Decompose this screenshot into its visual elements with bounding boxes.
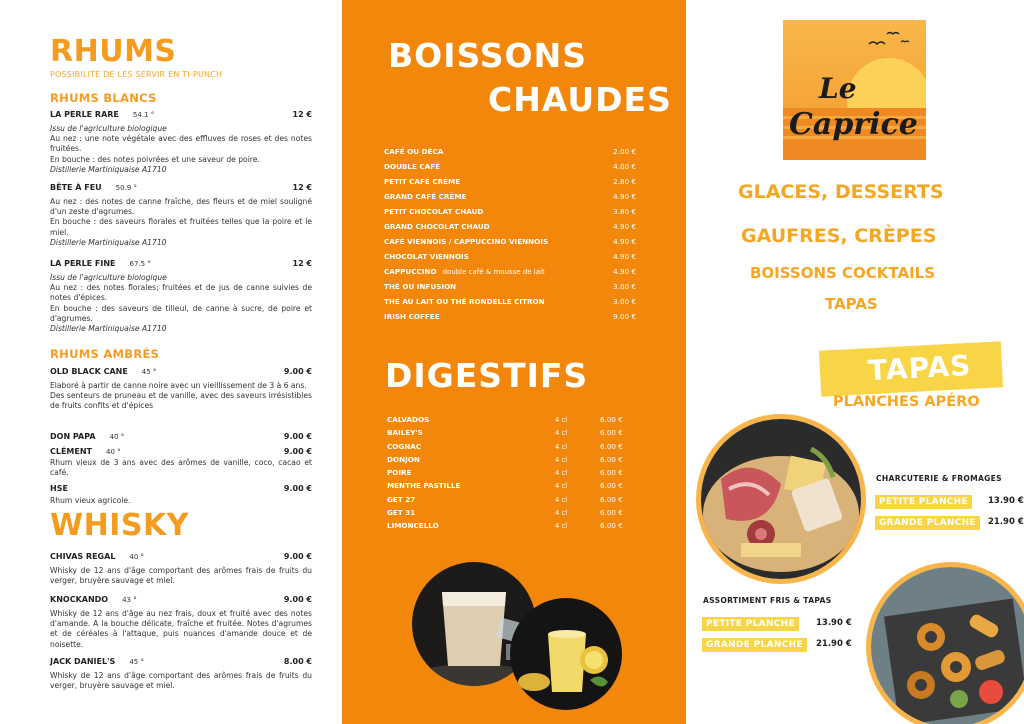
item-degree: 45 ° — [129, 658, 144, 666]
item-price: 9.00 € — [283, 484, 312, 493]
item-degree: 54.1 ° — [132, 111, 155, 119]
hot-drink-name: CAFÉ OU DÉCA — [384, 147, 444, 156]
item-desc: En bouche : des notes poivrées et une saveur de poire. — [50, 154, 260, 164]
digestif-row — [387, 455, 627, 468]
item-name: DON PAPA — [50, 432, 96, 441]
rhum-item — [50, 432, 312, 441]
item-desc: Elaboré à partir de canne noire avec un vieillissement de 3 à 6 ans. — [50, 381, 307, 390]
hot-drink-price: 2.80 € — [613, 177, 636, 186]
rhum-item — [50, 259, 312, 334]
digestif-name: MENTHE PASTILLE — [387, 481, 461, 491]
item-desc: Issu de l'agriculture biologique — [50, 273, 167, 282]
rhum-item — [50, 367, 312, 412]
digestif-qty: 4 cl — [555, 455, 568, 464]
hot-drink-price: 4.90 € — [613, 237, 636, 246]
hot-drink-row — [384, 162, 636, 177]
logo-text-le: Le — [819, 72, 857, 105]
item-desc: Distillerie Martiniquaise A1710 — [50, 237, 167, 247]
digestif-qty: 4 cl — [555, 509, 568, 518]
item-name: JACK DANIEL'S — [50, 657, 116, 666]
item-desc: Rhum vieux de 3 ans avec des arômes de vanille, coco, cacao et café. — [50, 458, 312, 478]
item-price: 9.00 € — [283, 552, 312, 561]
item-degree: 45 ° — [141, 368, 157, 376]
hot-drink-price: 3.80 € — [613, 207, 636, 216]
item-name: KNOCKANDO — [50, 595, 109, 604]
digestif-qty: 4 cl — [555, 442, 568, 451]
digestif-price: 6.00 € — [600, 508, 623, 518]
hot-drink-price: 4.00 € — [613, 162, 636, 171]
digestif-name: DONJON — [387, 454, 420, 464]
tapas-line: TAPAS — [825, 295, 878, 313]
digestifs-title: DIGESTIFS — [385, 356, 589, 395]
hot-drink-row — [384, 237, 636, 252]
item-price: 9.00 € — [283, 367, 312, 376]
charcuterie-title: CHARCUTERIE & FROMAGES — [876, 474, 1002, 483]
hot-drink-price: 4.90 € — [613, 222, 636, 231]
planches-apero: PLANCHES APÉRO — [833, 394, 980, 410]
item-name: OLD BLACK CANE — [50, 367, 128, 376]
fris-grande-tag: GRANDE PLANCHE — [702, 638, 807, 652]
item-desc: Des senteurs de pruneau et de vanille, avec des saveurs irrésistibles de fruits confits et d'épices — [50, 391, 312, 411]
digestif-row — [387, 428, 627, 441]
rhum-item — [50, 484, 312, 506]
hot-drink-note: double café & mousse de lait — [442, 268, 545, 276]
hot-drink-price: 2.00 € — [613, 147, 636, 156]
hot-drink-price: 4.90 € — [613, 192, 636, 201]
hot-drink-name: DOUBLE CAFÉ — [384, 162, 441, 171]
charcuterie-petite-tag: PETITE PLANCHE — [875, 495, 972, 509]
digestif-name: GET 31 — [387, 508, 416, 518]
item-name: LA PERLE RARE — [50, 110, 119, 119]
hot-drink-price: 9.00 € — [613, 312, 636, 321]
item-degree: 40 ° — [129, 553, 145, 561]
item-desc: Whisky de 12 ans d'âge comportant des arômes frais de fruits du verger, bruyère sauvage et miel. — [50, 566, 312, 586]
tapas-column — [686, 0, 1024, 724]
hot-drink-name: CAPPUCCINO — [384, 267, 437, 276]
rhums-ambres-title: RHUMS AMBRÉS — [50, 347, 160, 361]
item-degree: 40 ° — [106, 448, 121, 456]
rhums-note: POSSIBILITÉ DE LES SERVIR EN TI-PUNCH — [50, 70, 223, 79]
hot-drink-price: 4.90 € — [613, 267, 636, 276]
item-desc: Distillerie Martiniquaise A1710 — [50, 164, 167, 174]
hot-drink-row — [384, 312, 636, 327]
item-desc: Au nez : une note végétale avec des effluves de roses et des notes fruitées. — [50, 134, 312, 154]
item-price: 9.00 € — [283, 595, 312, 604]
digestif-row — [387, 495, 627, 508]
rhum-item — [50, 447, 312, 478]
item-price: 12 € — [292, 259, 312, 268]
hot-drink-row — [384, 222, 636, 237]
item-desc: Au nez : des notes florales; fruitées et de jus de canne suivies de notes d'épices. — [50, 283, 312, 303]
hot-drink-name: PETIT CAFÉ CRÈME — [384, 177, 461, 186]
digestif-price: 6.00 € — [600, 415, 623, 424]
item-name: CHIVAS REGAL — [50, 552, 116, 561]
digestif-qty: 4 cl — [555, 482, 568, 491]
digestif-row — [387, 468, 627, 481]
digestif-row — [387, 415, 627, 428]
digestif-name: CALVADOS — [387, 415, 430, 424]
digestif-price: 6.00 € — [600, 481, 623, 491]
item-name: LA PERLE FINE — [50, 259, 116, 268]
hot-drink-name: GRAND CAFÉ CRÈME — [384, 192, 467, 201]
hot-drink-row — [384, 207, 636, 222]
boissons-title: BOISSONS — [388, 36, 587, 75]
item-degree: 43 ° — [122, 596, 137, 604]
hot-drink-name: GRAND CHOCOLAT CHAUD — [384, 222, 490, 231]
chaudes-title: CHAUDES — [488, 80, 672, 119]
digestif-qty: 4 cl — [555, 495, 568, 504]
hot-drink-price: 3.00 € — [613, 282, 636, 291]
digestif-row — [387, 442, 627, 455]
item-name: HSE — [50, 484, 68, 493]
hot-drink-name: CHOCOLAT VIENNOIS — [384, 252, 469, 261]
hot-drink-row — [384, 147, 636, 162]
hot-drink-row — [384, 282, 636, 297]
item-price: 8.00 € — [283, 657, 312, 666]
hot-drink-row — [384, 177, 636, 192]
hot-drink-row — [384, 297, 636, 312]
hot-drink-name: PETIT CHOCOLAT CHAUD — [384, 207, 484, 216]
digestif-price: 6.00 € — [600, 428, 623, 438]
item-desc: Distillerie Martiniquaise A1710 — [50, 324, 167, 334]
item-desc: Whisky de 12 ans d'âge au nez frais, doux et fruité avec des notes d'amande. A la bouche délicate, fraîche et fruitée. Notes d'agrumes et de céréales à l'attaque, puis nuances d'amande douce et de noisette. — [50, 609, 312, 649]
item-desc: En bouche : des saveurs florales et fruitées telles que la poire et le miel. — [50, 217, 312, 237]
hot-drink-name: THÉ OU INFUSION — [384, 282, 457, 291]
hot-drinks-column — [342, 0, 686, 724]
whisky-item — [50, 552, 312, 586]
digestif-row — [387, 521, 627, 534]
item-degree: 67.5 ° — [129, 260, 151, 268]
item-degree: 50.9 ° — [115, 184, 137, 192]
rhum-item — [50, 183, 312, 248]
item-desc: Whisky de 12 ans d'âge comportant des arômes frais de fruits du verger, bruyère sauvage et miel. — [50, 671, 312, 691]
glaces-desserts: GLACES, DESSERTS — [738, 181, 944, 203]
item-desc: En bouche : des saveurs de tilleul, de canne à sucre, de poire et d'agrumes. — [50, 303, 312, 323]
fris-petite-tag: PETITE PLANCHE — [702, 617, 799, 631]
rhums-blancs-title: RHUMS BLANCS — [50, 91, 157, 105]
item-name: CLÉMENT — [50, 447, 93, 456]
hot-drink-name: CAFÉ VIENNOIS / CAPPUCCINO VIENNOIS — [384, 237, 549, 246]
digestif-price: 6.00 € — [600, 454, 623, 464]
digestif-qty: 4 cl — [555, 416, 568, 424]
digestif-qty: 4 cl — [555, 469, 568, 478]
hot-drink-price: 3.00 € — [613, 297, 636, 306]
fris-grande-price: 21.90 € — [816, 639, 852, 649]
charcuterie-grande-tag: GRANDE PLANCHE — [875, 516, 980, 530]
gaufres-crepes: GAUFRES, CRÈPES — [741, 225, 937, 247]
boissons-cocktails: BOISSONS COCKTAILS — [750, 264, 936, 282]
digestif-name: COGNAC — [387, 441, 422, 451]
digestifs-list — [387, 415, 627, 535]
digestif-price: 6.00 € — [600, 441, 623, 451]
item-desc: Issu de l'agriculture biologique — [50, 124, 167, 133]
hot-drink-row — [384, 192, 636, 207]
fried-platter-photo — [866, 562, 1024, 724]
digestif-row — [387, 508, 627, 521]
digestif-price: 6.00 € — [600, 494, 623, 504]
charcuterie-grande-price: 21.90 € — [988, 517, 1024, 527]
fris-title: ASSORTIMENT FRIS & TAPAS — [703, 596, 832, 605]
logo-text-caprice: Caprice — [789, 107, 918, 142]
whisky-item — [50, 595, 312, 650]
digestif-name: LIMONCELLO — [387, 521, 439, 531]
digestif-price: 6.00 € — [600, 521, 623, 531]
charcuterie-photo — [696, 414, 866, 584]
whisky-title: WHISKY — [50, 508, 189, 543]
item-price: 9.00 € — [283, 432, 312, 441]
tapas-banner-text: TAPAS — [867, 348, 973, 388]
hot-drink-price: 4.90 € — [613, 252, 636, 261]
hot-drink-name: THÉ AU LAIT OU THÉ RONDELLE CITRON — [384, 297, 545, 306]
tapas-banner — [819, 341, 1003, 396]
rhum-whisky-column — [0, 0, 342, 724]
le-caprice-logo — [783, 20, 926, 160]
digestif-qty: 4 cl — [555, 429, 568, 438]
charcuterie-petite-price: 13.90 € — [988, 496, 1024, 506]
item-degree: 40 ° — [109, 433, 125, 441]
item-desc: Rhum vieux agricole. — [50, 496, 131, 505]
item-price: 12 € — [292, 110, 312, 119]
limoncello-photo — [510, 598, 622, 710]
hot-drink-row — [384, 267, 636, 282]
hot-drink-name: IRISH COFFEE — [384, 312, 440, 321]
hot-drinks-list — [384, 147, 636, 327]
digestif-qty: 4 cl — [555, 522, 568, 531]
digestif-name: POIRE — [387, 468, 412, 478]
hot-drink-row — [384, 252, 636, 267]
item-name: BÊTE À FEU — [50, 183, 102, 192]
digestif-price: 6.00 € — [600, 468, 623, 478]
rhums-title: RHUMS — [50, 34, 177, 69]
fris-petite-price: 13.90 € — [816, 618, 852, 628]
whisky-item — [50, 657, 312, 691]
item-price: 12 € — [292, 183, 312, 192]
digestif-name: BAILEY'S — [387, 428, 423, 438]
item-price: 9.00 € — [283, 447, 312, 456]
digestif-row — [387, 481, 627, 494]
digestif-name: GET 27 — [387, 494, 416, 504]
item-desc: Au nez : des notes de canne fraîche, des fleurs et de miel souligné d'un zeste d'agrumes. — [50, 197, 312, 217]
rhum-item — [50, 110, 312, 175]
